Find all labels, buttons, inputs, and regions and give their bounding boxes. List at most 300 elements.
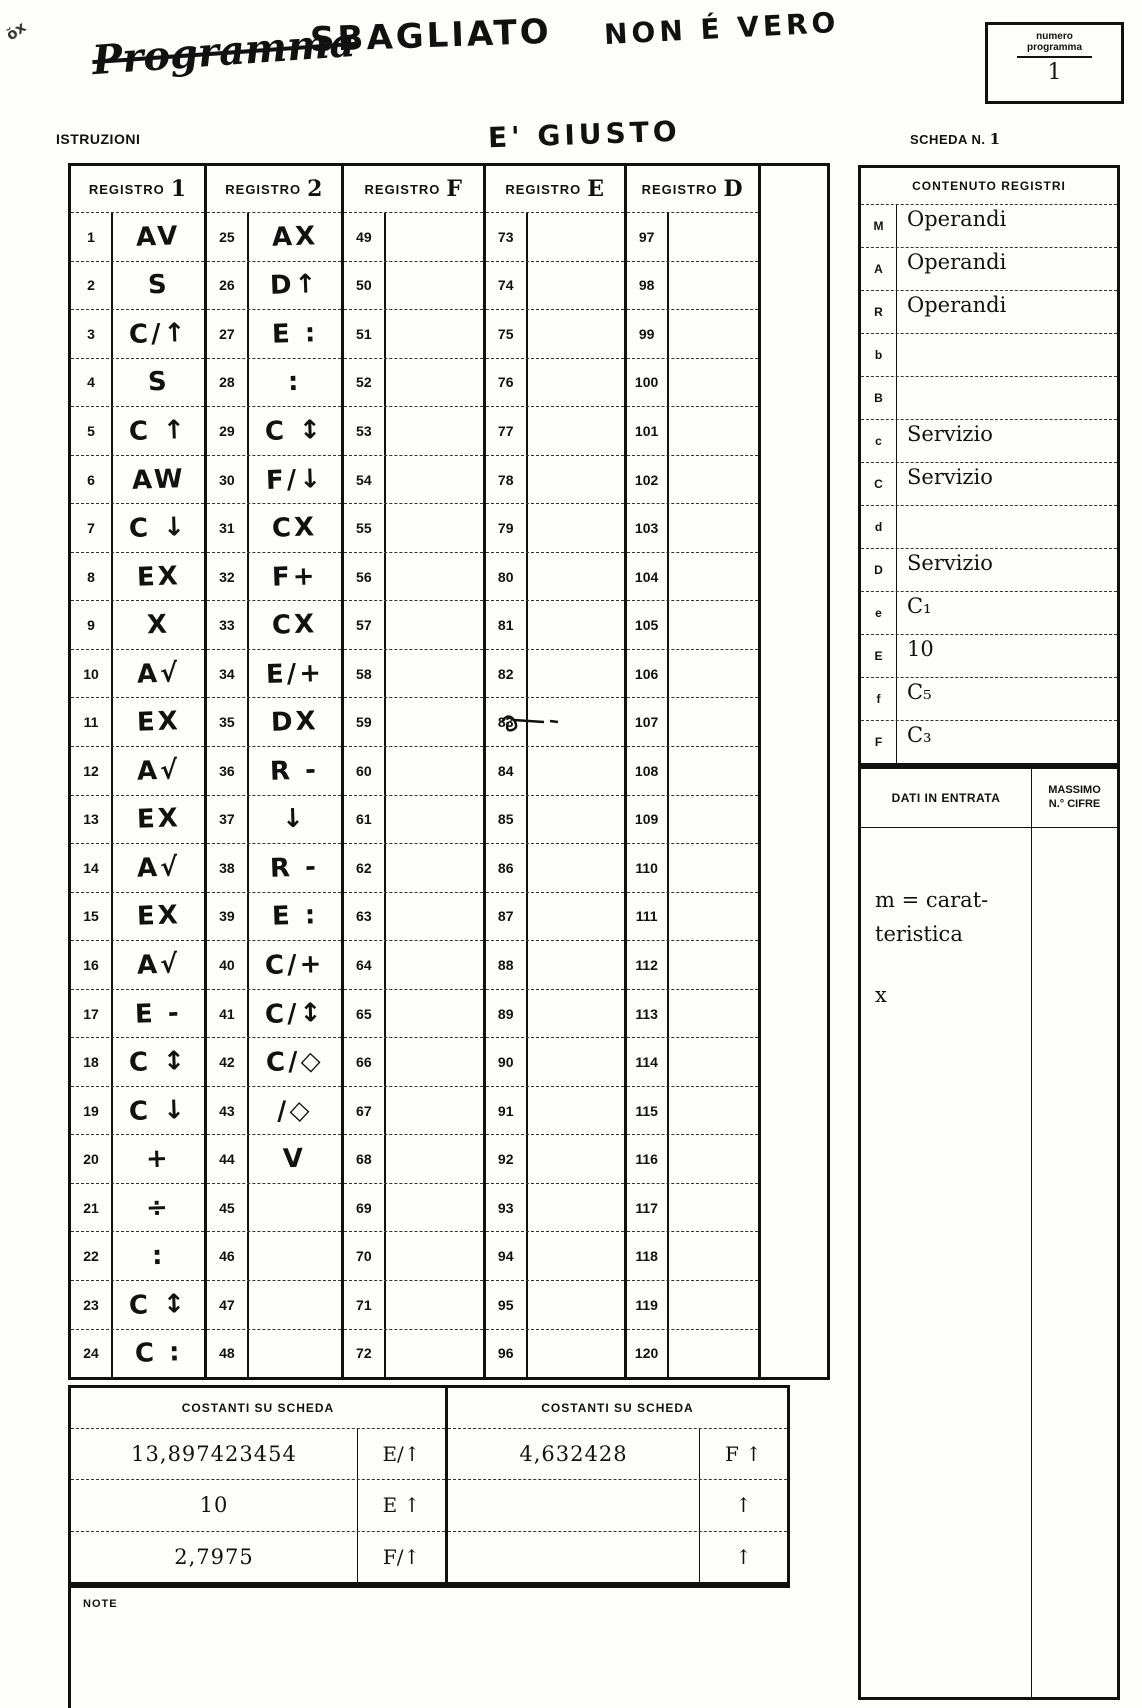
instruction-cell [113,1038,204,1086]
register-header-word: REGISTRO [364,181,441,197]
instruction-cell [528,1135,624,1183]
step-number: 66 [344,1038,386,1086]
instruction-cell [249,504,341,552]
dati-in-entrata-title: DATI IN ENTRATA [891,791,1001,805]
instruction-cell [528,1330,624,1378]
instruction-row [486,989,624,1038]
instruction-cell [113,456,204,504]
instruction-row [71,552,204,601]
instruction-cell [113,1135,204,1183]
instruction-cell [528,990,624,1038]
instruction-row [344,1231,483,1280]
instruction-cell [249,262,341,310]
costanti-row-left [71,1531,445,1582]
handwritten-instruction: D↑ [269,269,321,302]
step-number: 21 [71,1184,113,1232]
step-number: 37 [207,796,249,844]
numero-label-line1: numero [1036,31,1073,42]
costante-value [448,1480,699,1530]
instruction-cell [386,1281,483,1329]
step-number: 95 [486,1281,528,1329]
instruction-cell [528,359,624,407]
instruction-row [486,1086,624,1135]
register-content-row [861,720,1117,763]
handwritten-instruction: C ↑ [128,414,189,447]
step-number: 69 [344,1184,386,1232]
dati-entry-line2: teristica [875,921,963,946]
instruction-row [344,600,483,649]
instruction-row [207,1329,341,1378]
register-letter: R [861,291,897,333]
step-number: 103 [627,504,669,552]
handwritten-instruction: R - [269,754,320,787]
step-number: 45 [207,1184,249,1232]
handwritten-instruction: C/+ [264,948,326,981]
step-number: 9 [71,601,113,649]
instruction-row [627,600,758,649]
massimo-cifre-column [1031,828,1117,1697]
instruction-cell [249,310,341,358]
dati-in-entrata-panel [858,766,1120,1700]
instruction-cell [113,310,204,358]
step-number: 108 [627,747,669,795]
costante-destination: E/↑ [357,1429,445,1479]
instruction-cell [386,941,483,989]
handwritten-e-giusto: E' GIUSTO [487,114,682,155]
contenuto-registri-title: CONTENUTO REGISTRI [912,179,1066,193]
instruction-row [344,1086,483,1135]
step-number: 109 [627,796,669,844]
instruction-row [344,940,483,989]
instruction-row [71,989,204,1038]
instruction-row [207,600,341,649]
step-number: 119 [627,1281,669,1329]
instruction-row [486,358,624,407]
register-content-value [897,377,1117,419]
step-number: 51 [344,310,386,358]
costante-value: 10 [199,1493,229,1518]
step-number: 59 [344,698,386,746]
register-content-row [861,677,1117,720]
instruction-row [207,843,341,892]
instruction-cell [249,990,341,1038]
instruction-cell [249,698,341,746]
instruction-row [627,358,758,407]
instruction-cell [249,553,341,601]
step-number: 78 [486,456,528,504]
step-number: 115 [627,1087,669,1135]
step-number: 65 [344,990,386,1038]
instruction-row [627,697,758,746]
handwritten-instruction: EX [136,706,181,738]
instruction-cell [249,1330,341,1378]
handwritten-instruction: : [151,1241,166,1272]
instruction-cell [113,941,204,989]
register-content-row [861,419,1117,462]
instruction-cell [669,698,758,746]
instruction-row [486,795,624,844]
instruction-cell [113,1281,204,1329]
step-number: 12 [71,747,113,795]
instruction-row [71,843,204,892]
instruction-row [627,212,758,261]
step-number: 53 [344,407,386,455]
instruction-row [344,503,483,552]
instruction-row [486,746,624,795]
instruction-row [71,309,204,358]
instruction-cell [249,747,341,795]
instruction-row [627,1231,758,1280]
instruction-row [344,1329,483,1378]
instruction-row [71,406,204,455]
register-content-value: Operandi [907,293,1007,317]
instruction-cell [528,213,624,261]
instruction-row [207,1037,341,1086]
instruction-cell [669,553,758,601]
costanti-right-title: COSTANTI SU SCHEDA [541,1401,694,1415]
step-number: 111 [627,893,669,941]
step-number: 56 [344,553,386,601]
instruction-row [207,455,341,504]
step-number: 42 [207,1038,249,1086]
register-letter: A [861,248,897,290]
step-number: 93 [486,1184,528,1232]
instruction-row [486,1329,624,1378]
step-number: 96 [486,1330,528,1378]
register-header-id: 1 [170,176,187,202]
step-number: 68 [344,1135,386,1183]
costanti-row-left [71,1428,445,1479]
handwritten-instruction: A√ [136,949,181,981]
massimo-line1: MASSIMO [1048,784,1101,797]
scheda-number: 1 [989,130,1001,148]
step-number: 20 [71,1135,113,1183]
instruction-row [71,746,204,795]
register-content-value: Servizio [907,422,993,446]
instruction-row [486,600,624,649]
instruction-row [627,940,758,989]
numero-programma-box [985,22,1124,104]
instruction-cell [386,601,483,649]
instruction-row [344,697,483,746]
step-number: 22 [71,1232,113,1280]
step-number: 26 [207,262,249,310]
costanti-right-section [448,1388,787,1582]
instruction-cell [528,893,624,941]
step-number: 72 [344,1330,386,1378]
step-number: 40 [207,941,249,989]
step-number: 113 [627,990,669,1038]
instruction-row [627,1329,758,1378]
register-column-1 [71,166,207,1377]
scheda-label-text: SCHEDA N. [910,132,986,147]
instruction-row [627,406,758,455]
instruction-row [207,697,341,746]
handwritten-instruction: : [287,367,303,398]
register-letter: d [861,506,897,548]
step-number: 41 [207,990,249,1038]
step-number: 39 [207,893,249,941]
instruction-table [68,163,830,1380]
step-number: 64 [344,941,386,989]
instruction-cell [113,844,204,892]
handwritten-instruction: EX [136,900,181,933]
register-column-F [344,166,486,1377]
step-number: 29 [207,407,249,455]
instruction-row [344,649,483,698]
instruction-row [486,552,624,601]
instruction-cell [669,262,758,310]
handwritten-instruction: R - [269,852,320,884]
step-number: 74 [486,262,528,310]
instruction-row [71,212,204,261]
instruction-cell [249,1281,341,1329]
instruction-row [344,309,483,358]
handwritten-instruction: A√ [136,852,181,884]
handwritten-instruction: + [145,1143,172,1175]
instruction-cell [386,1135,483,1183]
instruction-cell [528,650,624,698]
register-column-2 [207,166,344,1377]
register-letter: M [861,205,897,247]
instruction-row [207,503,341,552]
step-number: 97 [627,213,669,261]
instruction-cell [386,747,483,795]
step-number: 62 [344,844,386,892]
register-content-value: 10 [907,637,934,661]
instruction-cell [386,553,483,601]
instruction-row [207,892,341,941]
step-number: 15 [71,893,113,941]
instruction-row [486,212,624,261]
dati-entry-text [861,828,1031,1697]
instruction-row [71,1329,204,1378]
register-header-id: 2 [307,176,323,202]
step-number: 7 [71,504,113,552]
instruction-cell [669,941,758,989]
instruction-cell [386,893,483,941]
register-letter: e [861,592,897,634]
instruction-row [486,1037,624,1086]
instruction-cell [669,796,758,844]
instruction-cell [669,844,758,892]
step-number: 46 [207,1232,249,1280]
instruction-cell [113,601,204,649]
instruction-row [344,552,483,601]
instruction-cell [113,1232,204,1280]
instruction-row [344,358,483,407]
register-header-word: REGISTRO [641,181,718,197]
handwritten-instruction: /◇ [276,1094,314,1127]
costanti-left-title: COSTANTI SU SCHEDA [181,1401,335,1415]
instruction-cell [386,698,483,746]
note-label: NOTE [83,1598,118,1610]
costante-destination: E ↑ [357,1480,445,1530]
contenuto-registri-panel [858,165,1120,766]
instruction-cell [669,990,758,1038]
step-number: 117 [627,1184,669,1232]
instruction-cell [249,796,341,844]
step-number: 105 [627,601,669,649]
instruction-cell [669,1184,758,1232]
instruction-cell [528,1281,624,1329]
instruction-row [71,940,204,989]
instruction-row [627,261,758,310]
instruction-cell [528,456,624,504]
costante-destination: F ↑ [699,1429,787,1479]
costante-value: 2,7975 [174,1544,254,1569]
handwritten-instruction: A√ [136,657,181,690]
instruction-cell [669,893,758,941]
instruction-cell [386,262,483,310]
instruction-row [344,1183,483,1232]
handwritten-instruction: EX [136,560,181,593]
costanti-left-section [71,1388,448,1582]
register-content-value: Operandi [907,207,1007,231]
handwritten-instruction: V [282,1143,307,1175]
instruction-row [627,455,758,504]
step-number: 8 [71,553,113,601]
step-number: 19 [71,1087,113,1135]
instruction-row [71,1134,204,1183]
handwritten-instruction: DX [270,706,320,739]
instruction-cell [386,1038,483,1086]
step-number: 4 [71,359,113,407]
instruction-cell [528,262,624,310]
instruction-row [486,1183,624,1232]
instruction-row [344,746,483,795]
instruction-cell [113,1087,204,1135]
instruction-cell [113,698,204,746]
step-number: 1 [71,213,113,261]
step-number: 14 [71,844,113,892]
instruction-cell [669,504,758,552]
step-number: 79 [486,504,528,552]
step-number: 6 [71,456,113,504]
handwritten-instruction: E - [134,997,183,1030]
instruction-row [486,940,624,989]
step-number: 27 [207,310,249,358]
scheda-label [910,130,1001,148]
step-number: 58 [344,650,386,698]
step-number: 120 [627,1330,669,1378]
step-number: 50 [344,262,386,310]
step-number: 25 [207,213,249,261]
step-number: 17 [71,990,113,1038]
handwritten-instruction: CX [271,609,318,641]
handwritten-programma: Programma [90,18,357,85]
costante-destination: F/↑ [357,1532,445,1582]
instruction-cell [249,650,341,698]
handwritten-instruction: CX [271,512,318,544]
step-number: 57 [344,601,386,649]
instruction-cell [113,747,204,795]
instruction-cell [386,990,483,1038]
step-number: 94 [486,1232,528,1280]
instruction-row [71,1183,204,1232]
instruction-cell [113,262,204,310]
instruction-row [344,1280,483,1329]
step-number: 112 [627,941,669,989]
dati-entry-line1: m = carat- [875,888,989,912]
instruction-row [627,795,758,844]
register-content-row [861,376,1117,419]
instruction-row [486,1134,624,1183]
step-number: 33 [207,601,249,649]
costanti-row-left [71,1479,445,1530]
instruction-cell [386,359,483,407]
register-header-id: F [446,176,463,202]
massimo-cifre-title [1031,769,1117,827]
instruction-cell [528,1232,624,1280]
instruction-row [627,892,758,941]
instruction-row [344,1037,483,1086]
register-header-word: REGISTRO [505,181,582,197]
step-number: 75 [486,310,528,358]
step-number: 28 [207,359,249,407]
register-content-value [897,334,1117,376]
register-content-value [897,506,1117,548]
register-content-value: C₁ [907,594,932,618]
instruction-cell [386,213,483,261]
instruction-row [627,1183,758,1232]
step-number: 102 [627,456,669,504]
step-number: 107 [627,698,669,746]
instruction-row [486,503,624,552]
step-number: 60 [344,747,386,795]
step-number: 35 [207,698,249,746]
step-number: 3 [71,310,113,358]
handwritten-non-e-vero: NON É VERO [603,5,841,52]
register-header-D [627,166,758,212]
handwritten-instruction: E : [271,900,319,933]
instruction-cell [249,359,341,407]
step-number: 88 [486,941,528,989]
instruction-cell [528,553,624,601]
handwritten-instruction: AX [271,220,319,253]
step-number: 83 [486,698,528,746]
handwritten-instruction: AV [135,220,182,253]
instruction-row [71,1037,204,1086]
register-header-word: REGISTRO [88,181,165,197]
register-letter: f [861,678,897,720]
step-number: 48 [207,1330,249,1378]
instruction-cell [386,504,483,552]
instruction-cell [528,698,624,746]
step-number: 30 [207,456,249,504]
instruction-cell [249,407,341,455]
costante-value: 13,897423454 [131,1442,297,1467]
instruction-cell [528,1087,624,1135]
step-number: 43 [207,1087,249,1135]
instruction-cell [113,1184,204,1232]
instruction-row [71,261,204,310]
step-number: 67 [344,1087,386,1135]
register-letter: b [861,334,897,376]
step-number: 99 [627,310,669,358]
instruction-cell [528,747,624,795]
instruction-row [344,843,483,892]
step-number: 23 [71,1281,113,1329]
costante-value [448,1532,699,1582]
instruction-cell [113,407,204,455]
instruction-row [486,261,624,310]
costanti-row-right [448,1479,787,1530]
dati-entry-line3: x [875,983,887,1008]
instruction-row [627,746,758,795]
step-number: 106 [627,650,669,698]
register-column-E [486,166,627,1377]
